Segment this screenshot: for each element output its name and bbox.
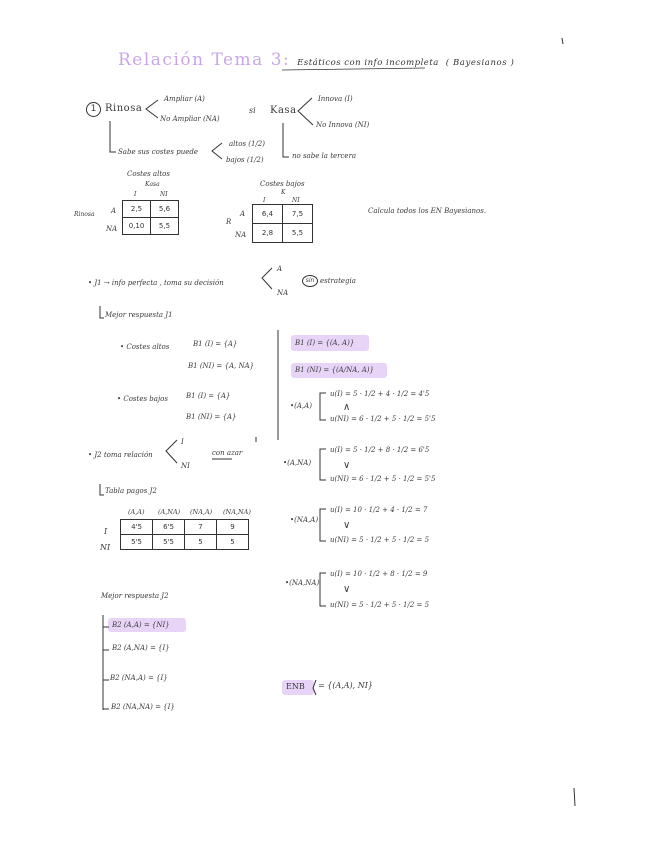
sin-circle: sin: [302, 275, 318, 287]
calc-0-u-i: u(I) = 5 · 1/2 + 4 · 1/2 = 4'5: [330, 390, 430, 398]
j1-br-i-bajos: B1 (I) = {A}: [186, 392, 231, 400]
j1-br-ni-altos: B1 (NI) = {A, NA}: [188, 362, 255, 370]
j1-opt-na: NA: [277, 289, 289, 297]
j2-cell-ni-0: 5'5: [121, 535, 153, 550]
calc-3-u-i: u(I) = 10 · 1/2 + 8 · 1/2 = 9: [330, 570, 428, 578]
j2-mejor-respuesta: Mejor respuesta J2: [101, 592, 169, 600]
j2-cell-ni-1: 5'5: [153, 535, 185, 550]
bajos-col-ni: NI: [292, 197, 300, 204]
title-paren: ( Bayesianos ): [445, 58, 515, 68]
j2-intro: • J2 toma relación: [88, 451, 153, 459]
j2-col-0: (A,A): [128, 508, 145, 516]
costes-altos-prob: altos (1/2): [229, 140, 265, 148]
instruction-calcula: Calcula todos los EN Bayesianos.: [368, 207, 487, 215]
player-kasa: Kasa: [270, 105, 297, 116]
altos-cell-a-i: 2,5: [123, 201, 151, 218]
j2-opt-i: I: [181, 438, 184, 446]
option-ampliar: Ampliar (A): [164, 95, 205, 103]
j2-opt-ni: NI: [181, 462, 190, 470]
j2-con-azar: con azar: [212, 449, 243, 457]
title-main: Relación Tema 3:: [118, 50, 291, 70]
no-sabe: no sabe la tercera: [292, 152, 357, 160]
j2-cell-i-2: 7: [185, 520, 217, 535]
summary-b1-ni: B1 (NI) = {(A/NA, A)}: [295, 366, 374, 374]
enb-label: ENB: [286, 682, 305, 691]
j2-cell-i-1: 6'5: [153, 520, 185, 535]
enb-value: = {(A,A), NI}: [318, 681, 374, 690]
calc-0-sym: ∧: [343, 402, 351, 413]
altos-row-player: Rinosa: [74, 211, 95, 218]
j2-row-ni: NI: [100, 543, 111, 552]
bajos-cell-na-i: 2,8: [253, 224, 283, 243]
costes-bajos-prob: bajos (1/2): [226, 156, 264, 164]
bajos-col-i: I: [263, 197, 266, 204]
summary-b1-i: B1 (I) = {(A, A)}: [295, 339, 355, 347]
option-innova: Innova (I): [318, 95, 353, 103]
j2-br-naa: B2 (NA,A) = {I}: [110, 674, 168, 682]
altos-cell-a-ni: 5,6: [151, 201, 179, 218]
option-no-innova: No Innova (NI): [316, 121, 370, 129]
calc-2-label: •(NA,A): [290, 516, 319, 524]
altos-cell-na-ni: 5,5: [151, 218, 179, 235]
j2-col-3: (NA,NA): [223, 508, 251, 516]
j2-cell-ni-2: 5: [185, 535, 217, 550]
j1-opt-a: A: [277, 265, 283, 273]
calc-1-sym: ∨: [343, 460, 351, 471]
calc-2-u-i: u(I) = 10 · 1/2 + 4 · 1/2 = 7: [330, 506, 428, 514]
calc-3-u-ni: u(NI) = 5 · 1/2 + 5 · 1/2 = 5: [330, 601, 430, 609]
costes-altos-title: Costes altos: [127, 170, 170, 178]
bajos-row-a: A: [240, 210, 246, 218]
calc-3-sym: ∨: [343, 584, 351, 595]
j2-br-ana: B2 (A,NA) = {I}: [112, 644, 170, 652]
bajos-row-na: NA: [235, 231, 247, 239]
j2-br-aa: B2 (A,A) = {NI}: [112, 621, 170, 629]
word-si: si: [249, 106, 256, 115]
j2-cell-i-0: 4'5: [121, 520, 153, 535]
altos-col-player: Kasa: [145, 181, 160, 188]
j2-col-1: (A,NA): [158, 508, 181, 516]
j2-tabla-pagos: Tabla pagos J2: [105, 487, 157, 495]
j2-col-2: (NA,A): [190, 508, 213, 516]
bajos-cell-na-ni: 5,5: [283, 224, 313, 243]
calc-2-sym: ∨: [343, 520, 351, 531]
calc-1-label: •(A,NA): [283, 459, 312, 467]
player-rinosa: Rinosa: [105, 103, 143, 114]
estrategia-text: estrategia: [320, 277, 356, 285]
j1-costes-altos-label: • Costes altos: [120, 343, 170, 351]
bajos-cell-a-i: 6,4: [253, 205, 283, 224]
j2-row-i: I: [104, 527, 108, 536]
bajos-col-player: K: [281, 189, 286, 196]
j2-cell-ni-3: 5: [217, 535, 249, 550]
calc-1-u-i: u(I) = 5 · 1/2 + 8 · 1/2 = 6'5: [330, 446, 430, 454]
calc-2-u-ni: u(NI) = 5 · 1/2 + 5 · 1/2 = 5: [330, 536, 430, 544]
exercise-number: 1: [86, 102, 101, 117]
j1-mejor-respuesta: Mejor respuesta J1: [105, 311, 173, 319]
j1-br-ni-bajos: B1 (NI) = {A}: [186, 413, 237, 421]
sabe-costes: Sabe sus costes puede: [118, 148, 198, 156]
calc-3-label: •(NA,NA): [285, 579, 320, 587]
j2-br-nana: B2 (NA,NA) = {I}: [111, 703, 175, 711]
altos-cell-na-i: 0,10: [123, 218, 151, 235]
costes-bajos-title: Costes bajos: [260, 180, 305, 188]
bajos-cell-a-ni: 7,5: [283, 205, 313, 224]
j1-intro: • J1 → info perfecta , toma su decisión: [88, 279, 224, 287]
calc-1-u-ni: u(NI) = 6 · 1/2 + 5 · 1/2 = 5'5: [330, 475, 436, 483]
option-no-ampliar: No Ampliar (NA): [160, 115, 220, 123]
altos-row-na: NA: [106, 225, 118, 233]
j2-cell-i-3: 9: [217, 520, 249, 535]
calc-0-label: •(A,A): [290, 402, 312, 410]
title-subtitle: Estáticos con info incompleta: [297, 58, 439, 68]
altos-row-a: A: [111, 207, 117, 215]
bajos-row-player: R: [226, 218, 232, 226]
j1-br-i-altos: B1 (I) = {A}: [193, 340, 238, 348]
j1-costes-bajos-label: • Costes bajos: [117, 395, 168, 403]
calc-0-u-ni: u(NI) = 6 · 1/2 + 5 · 1/2 = 5'5: [330, 415, 436, 423]
altos-col-ni: NI: [160, 191, 168, 198]
altos-col-i: I: [134, 191, 137, 198]
